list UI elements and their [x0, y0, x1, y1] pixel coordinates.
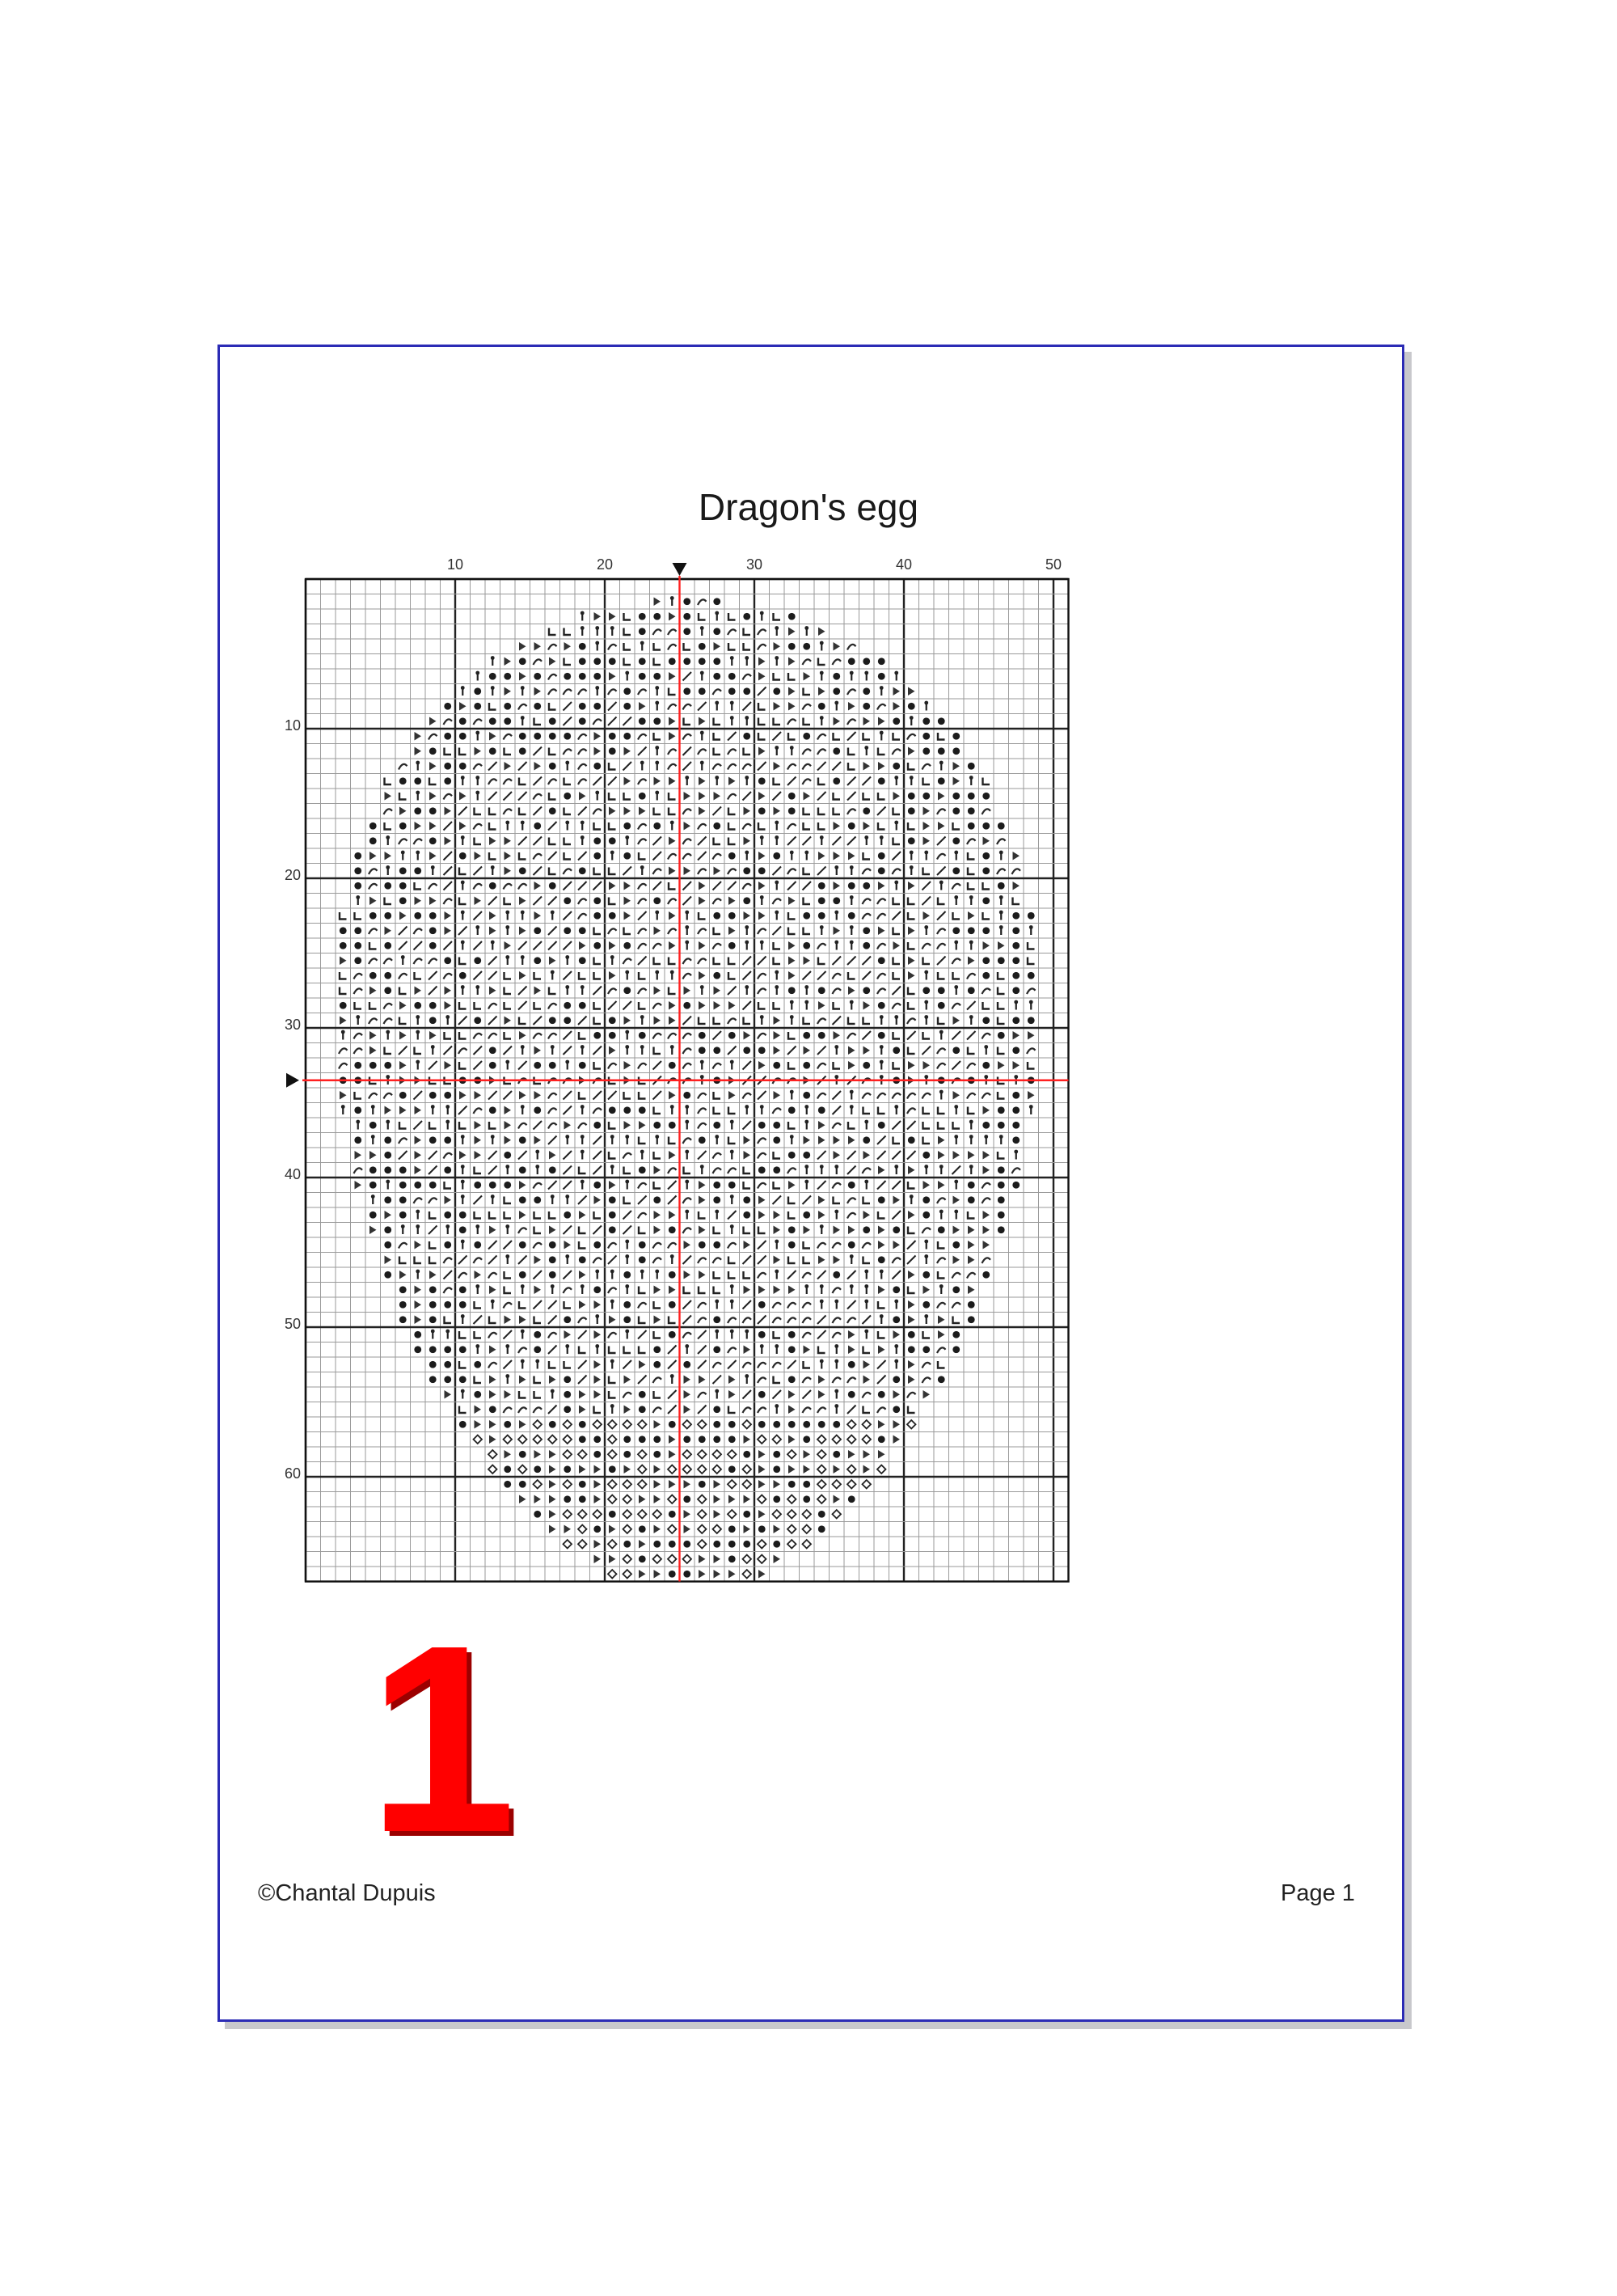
y-tick-label-20: 20: [284, 867, 301, 883]
chart-title: Dragon's egg: [698, 486, 919, 528]
x-tick-label-40: 40: [895, 556, 913, 573]
y-tick-label-30: 30: [284, 1017, 301, 1033]
center-markers: [286, 563, 1069, 1582]
center-arrow-left-icon: [286, 1073, 299, 1088]
copyright-text: ©Chantal Dupuis: [258, 1880, 436, 1906]
x-tick-label-50: 50: [1045, 556, 1062, 573]
x-tick-label-30: 30: [745, 556, 763, 573]
y-tick-label-10: 10: [284, 717, 301, 734]
y-tick-label-60: 60: [284, 1465, 301, 1482]
y-tick-label-40: 40: [284, 1166, 301, 1182]
page-number-big: 1: [368, 1589, 517, 1888]
x-tick-label-10: 10: [446, 556, 464, 573]
y-tick-label-50: 50: [284, 1316, 301, 1332]
x-tick-label-20: 20: [596, 556, 614, 573]
center-arrow-top-icon: [673, 563, 687, 576]
page-label: Page 1: [1281, 1880, 1355, 1906]
